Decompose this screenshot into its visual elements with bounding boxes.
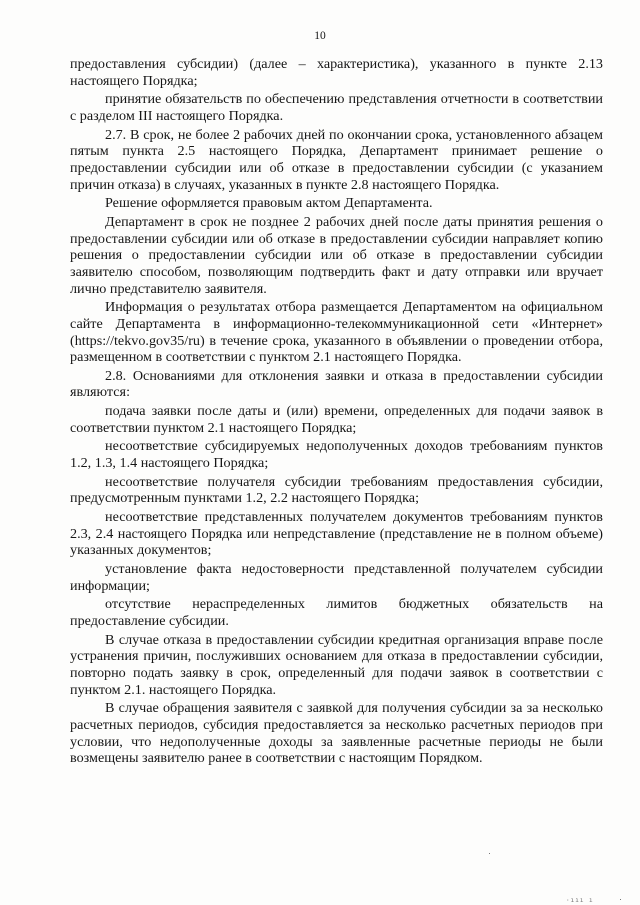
paragraph: В случае обращения заявителя с заявкой для получения субсидии за за несколько расчетных периодов, субсидия предоставляется за несколько расчетных периодов при условии, что недополученные доходы за заявленные расчетные периоды не были возмещены заявителю ранее в соответствии с настоящим Порядком.	[70, 700, 603, 767]
paragraph: Информация о результатах отбора размещается Департаментом на официальном сайте Департамента в информационно-телекоммуникационной сети «Интернет» (https://tekvo.gov35/ru) в течение срока, указанного в объявлении о проведении отбора, размещенном в соответствии с пунктом 2.1 настоящего Порядка.	[70, 299, 603, 366]
paragraph: Решение оформляется правовым актом Департамента.	[105, 195, 433, 212]
paragraph: предоставления субсидии) (далее – характеристика), указанного в пункте 2.13 настоящего Порядка;	[70, 56, 603, 89]
scan-speck	[620, 899, 621, 900]
scan-speck	[489, 853, 490, 854]
scan-mark: ·ııı ı	[566, 897, 594, 904]
paragraph: несоответствие представленных получателем документов требованиям пунктов 2.3, 2.4 настоящего Порядка или непредставление (представление не в полном объеме) указанных документов;	[70, 509, 603, 559]
paragraph: отсутствие нераспределенных лимитов бюджетных обязательств на предоставление субсидии.	[70, 596, 603, 629]
paragraph: 2.8. Основаниями для отклонения заявки и отказа в предоставлении субсидии являются:	[70, 367, 603, 401]
page-number: 10	[314, 30, 326, 42]
document-body	[70, 56, 603, 767]
paragraph: несоответствие получателя субсидии требованиям предоставления субсидии, предусмотренным пунктами 1.2, 2.2 настоящего Порядка;	[70, 473, 603, 507]
paragraph: установление факта недостоверности представленной получателем субсидии информации;	[70, 561, 603, 594]
paragraph: несоответствие субсидируемых недополученных доходов требованиям пунктов 1.2, 1.3, 1.4 настоящего Порядка;	[70, 438, 603, 472]
paragraph: Департамент в срок не позднее 2 рабочих дней после даты принятия решения о предоставлении субсидии или об отказе в предоставлении субсидии направляет копию решения о предоставлении субсидии или об отказе в предоставлении субсидии заявителю способом, позволяющим подтвердить факт и дату отправки или вручает лично представителю заявителя.	[70, 213, 603, 297]
paragraph: подача заявки после даты и (или) времени, определенных для подачи заявок в соответствии пунктом 2.1 настоящего Порядка;	[70, 403, 603, 436]
paragraph: В случае отказа в предоставлении субсидии кредитная организация вправе после устранения причин, послуживших основанием для отказа в предоставлении субсидии, повторно подать заявку в срок, определенный для подачи заявок в соответствии с пунктом 2.1. настоящего Порядка.	[70, 631, 603, 698]
paragraph: 2.7. В срок, не более 2 рабочих дней по окончании срока, установленного абзацем пятым пункта 2.5 настоящего Порядка, Департамент принимает решение о предоставлении субсидии или об отказе в предоставлении субсидии (с указанием причин отказа) в случаях, указанных в пункте 2.8 настоящего Порядка.	[70, 126, 603, 193]
paragraph: принятие обязательств по обеспечению представления отчетности в соответствии с разделом III настоящего Порядка.	[70, 91, 603, 124]
